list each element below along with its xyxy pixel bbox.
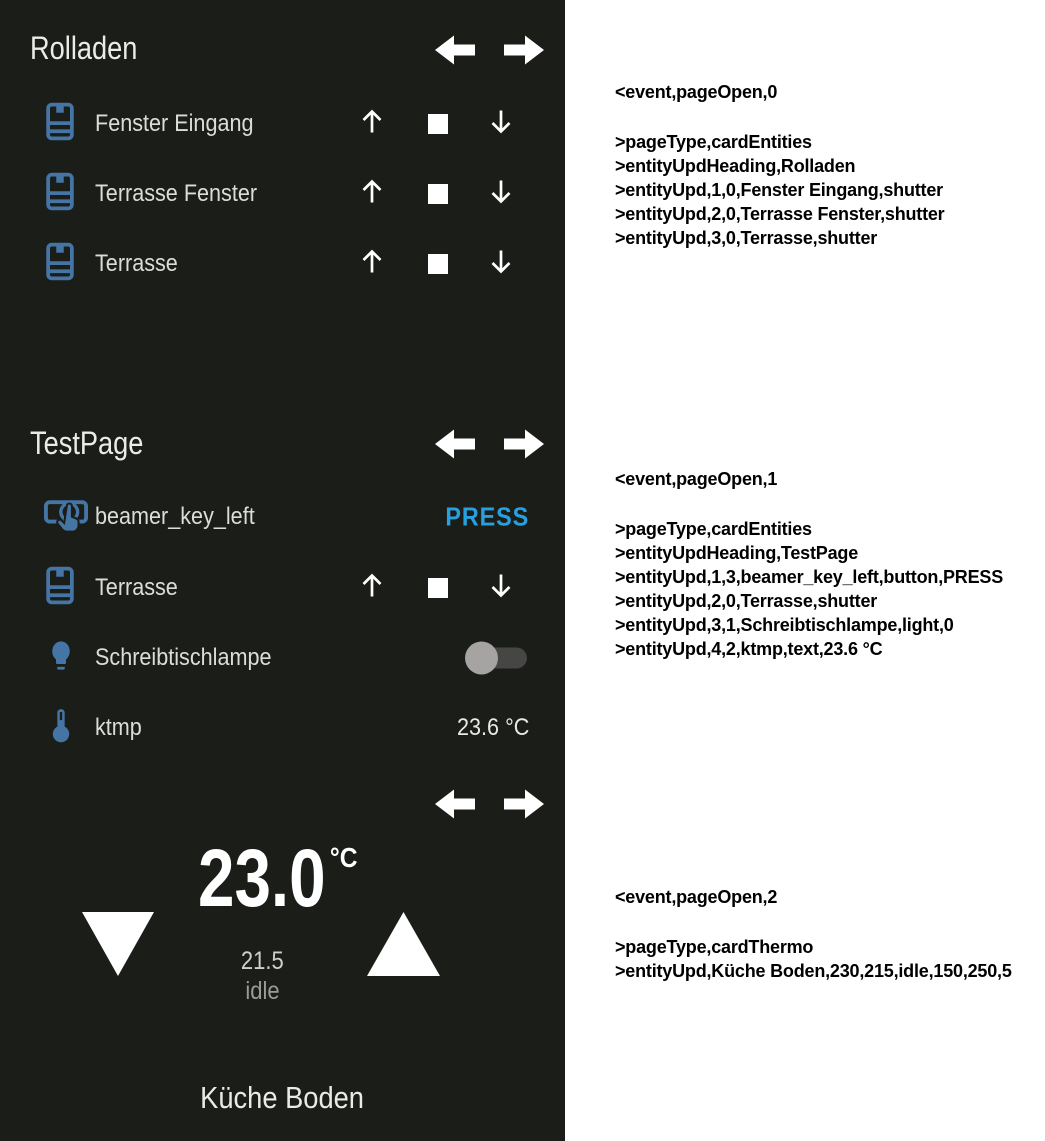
thermostat-name: Küche Boden	[200, 1080, 365, 1115]
entity-row	[0, 170, 565, 218]
lightbulb-icon	[46, 639, 76, 678]
arrow-right-solid-icon	[504, 808, 544, 825]
entity-row	[0, 100, 565, 148]
entity-label: beamer_key_left	[95, 503, 255, 530]
shutter-stop-button[interactable]	[428, 184, 448, 204]
shutter-up-button[interactable]	[359, 572, 385, 604]
log-line: >entityUpdHeading,TestPage	[615, 543, 859, 563]
log-gap	[615, 491, 1003, 517]
press-button[interactable]: PRESS	[445, 501, 529, 532]
entity-row	[0, 634, 565, 682]
entity-row	[0, 240, 565, 288]
entity-row	[0, 564, 565, 612]
log-line: >entityUpd,1,0,Fenster Eingang,shutter	[615, 180, 943, 200]
shutter-stop-button[interactable]	[428, 114, 448, 134]
log-event-line: <event,pageOpen,2	[615, 887, 778, 907]
page-title: TestPage	[30, 425, 144, 461]
log-line: >entityUpd,3,0,Terrasse,shutter	[615, 228, 878, 248]
log-gap	[615, 104, 945, 130]
log-line: >pageType,cardThermo	[615, 937, 814, 957]
log-line: >entityUpdHeading,Rolladen	[615, 156, 856, 176]
entity-label: Terrasse Fenster	[95, 180, 258, 207]
toggle-switch[interactable]	[470, 648, 527, 669]
current-temperature: 23.0	[198, 833, 326, 924]
log-line: >pageType,cardEntities	[615, 132, 812, 152]
window-shutter-icon	[45, 102, 75, 147]
entity-label: Schreibtischlampe	[95, 644, 272, 671]
page-title: Rolladen	[30, 30, 138, 66]
entity-label: Fenster Eingang	[95, 110, 254, 137]
log-line: >entityUpd,1,3,beamer_key_left,button,PRESS	[615, 567, 1004, 587]
next-page-button[interactable]	[504, 787, 544, 821]
log-line: >entityUpd,4,2,ktmp,text,23.6 °C	[615, 639, 883, 659]
shutter-up-button[interactable]	[359, 108, 385, 140]
log-block-page0	[615, 80, 945, 250]
log-gap	[615, 909, 1012, 935]
prev-page-button[interactable]	[435, 427, 475, 461]
shutter-down-button[interactable]	[488, 178, 514, 210]
log-line: >entityUpd,2,0,Terrasse Fenster,shutter	[615, 204, 945, 224]
log-line: >entityUpd,3,1,Schreibtischlampe,light,0	[615, 615, 954, 635]
prev-page-button[interactable]	[435, 787, 475, 821]
shutter-up-button[interactable]	[359, 178, 385, 210]
next-page-button[interactable]	[504, 33, 544, 67]
log-line: >entityUpd,2,0,Terrasse,shutter	[615, 591, 878, 611]
log-block-page1	[615, 467, 1003, 661]
arrow-right-solid-icon	[504, 448, 544, 465]
shutter-down-button[interactable]	[488, 248, 514, 280]
prev-page-button[interactable]	[435, 33, 475, 67]
entity-value: 23.6 °C	[456, 714, 529, 741]
thermometer-icon	[50, 708, 72, 749]
arrow-left-solid-icon	[435, 54, 475, 71]
entity-row	[0, 493, 565, 541]
entity-label: ktmp	[95, 714, 142, 741]
entity-label: Terrasse	[95, 574, 178, 601]
toggle-knob	[465, 642, 498, 675]
arrow-left-solid-icon	[435, 448, 475, 465]
log-line: >pageType,cardEntities	[615, 519, 812, 539]
shutter-down-button[interactable]	[488, 108, 514, 140]
hvac-state: idle	[244, 977, 280, 1005]
shutter-stop-button[interactable]	[428, 254, 448, 274]
shutter-down-button[interactable]	[488, 572, 514, 604]
entity-row	[0, 704, 565, 752]
gesture-tap-button-icon	[44, 495, 88, 540]
entity-label: Terrasse	[95, 250, 178, 277]
window-shutter-icon	[45, 566, 75, 611]
log-block-page2	[615, 885, 1012, 983]
arrow-right-solid-icon	[504, 54, 544, 71]
shutter-stop-button[interactable]	[428, 578, 448, 598]
next-page-button[interactable]	[504, 427, 544, 461]
log-line: >entityUpd,Küche Boden,230,215,idle,150,250,5	[615, 961, 1012, 981]
log-event-line: <event,pageOpen,1	[615, 469, 778, 489]
log-event-line: <event,pageOpen,0	[615, 82, 778, 102]
target-temperature: 21.5	[240, 947, 284, 975]
temperature-unit: °C	[329, 842, 358, 873]
shutter-up-button[interactable]	[359, 248, 385, 280]
window-shutter-icon	[45, 172, 75, 217]
window-shutter-icon	[45, 242, 75, 287]
arrow-left-solid-icon	[435, 808, 475, 825]
